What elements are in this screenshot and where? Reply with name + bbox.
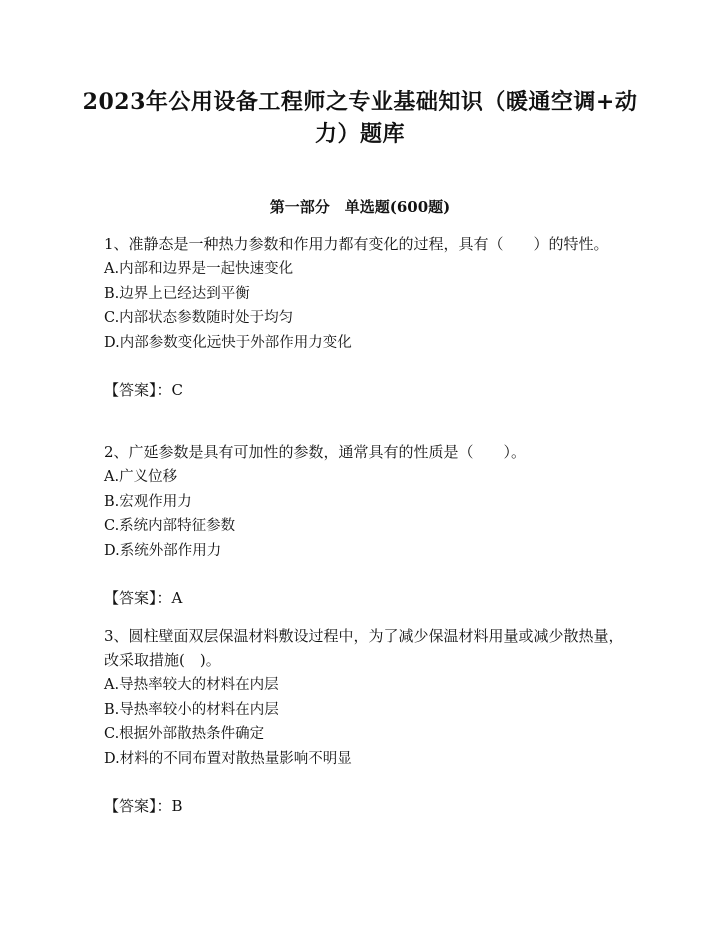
option-d: D.材料的不同布置对散热量影响不明显 <box>104 750 352 767</box>
answer-line: 【答案】：B <box>104 797 183 815</box>
option-a: A.导热率较大的材料在内层 <box>104 677 279 693</box>
option-list <box>104 673 624 771</box>
question-2 <box>104 440 624 610</box>
answer-line: 【答案】：C <box>104 381 183 399</box>
answer-line: 【答案】：A <box>104 589 183 607</box>
option-c: C.系统内部特征参数 <box>104 518 236 534</box>
option-b: B.宏观作用力 <box>104 493 192 510</box>
option-d: D.内部参数变化远快于外部作用力变化 <box>104 334 352 351</box>
question-1 <box>104 232 624 402</box>
question-stem: 3、圆柱壁面双层保温材料敷设过程中，为了减少保温材料用量或减少散热量，改采取措施( )。 <box>104 627 624 669</box>
option-b: B.导热率较小的材料在内层 <box>104 701 279 718</box>
question-3 <box>104 624 624 818</box>
question-stem: 2、广延参数是具有可加性的参数，通常具有的性质是（ ）。 <box>104 443 527 461</box>
option-d: D.系统外部作用力 <box>104 542 222 559</box>
option-b: B.边界上已经达到平衡 <box>104 285 250 302</box>
section-title: 第一部分 单选题(600题) <box>269 198 451 216</box>
option-list <box>104 465 624 563</box>
question-stem: 1、准静态是一种热力参数和作用力都有变化的过程，具有（ ）的特性。 <box>104 235 609 253</box>
option-a: A.内部和边界是一起快速变化 <box>104 261 294 277</box>
option-list <box>104 257 624 355</box>
option-c: C.内部状态参数随时处于均匀 <box>104 310 294 326</box>
document-title: 2023年公用设备工程师之专业基础知识（暖通空调+动力）题库 <box>82 89 638 147</box>
option-a: A.广义位移 <box>104 469 178 485</box>
option-c: C.根据外部散热条件确定 <box>104 726 265 742</box>
